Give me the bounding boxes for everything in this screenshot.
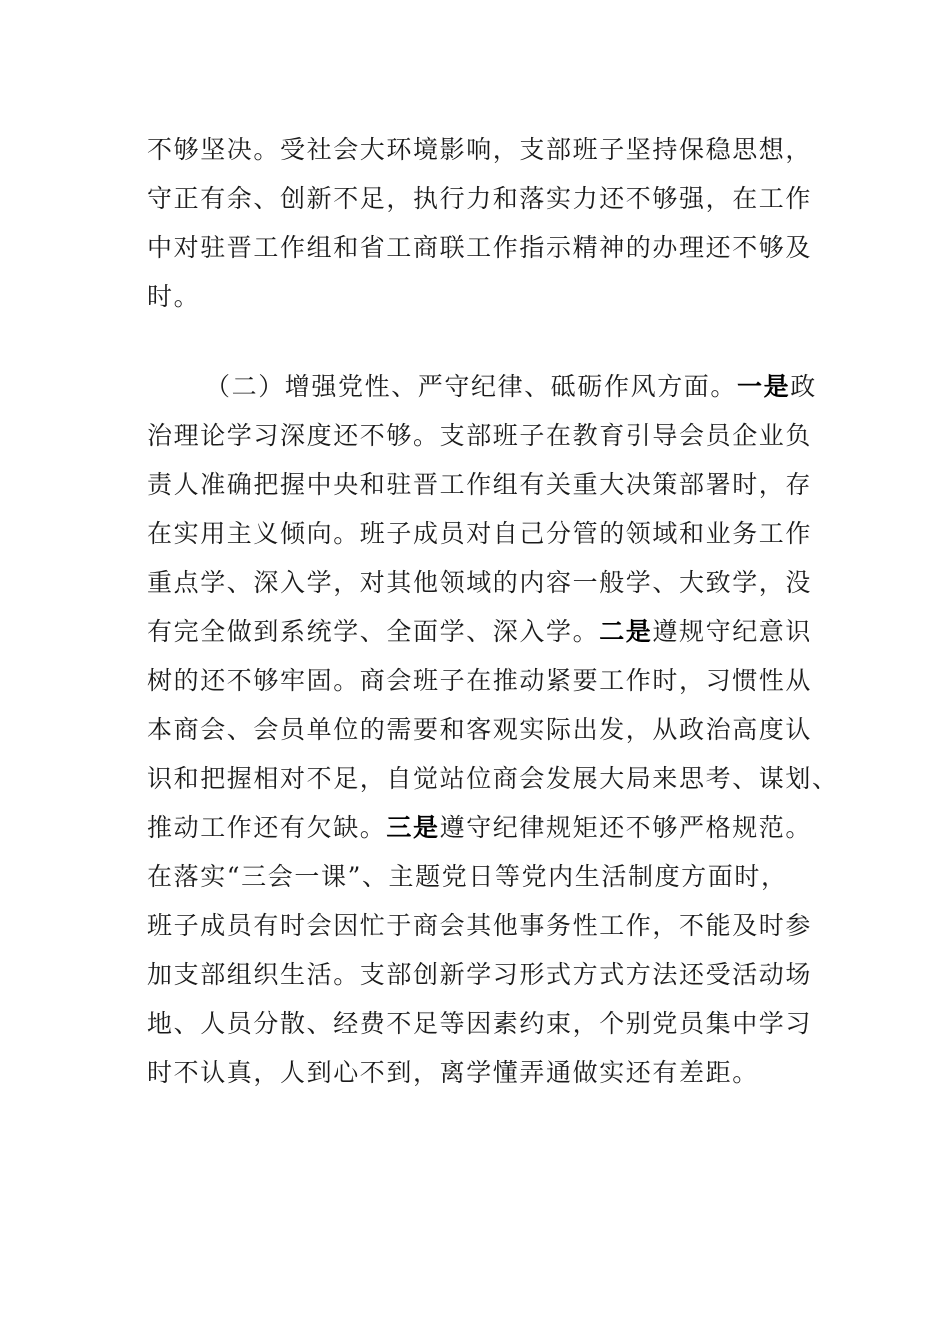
point-one-label: 一是 [737, 372, 791, 401]
paragraph-2-line [147, 607, 813, 656]
paragraph-2-line [147, 803, 813, 852]
point-two-label: 二是 [599, 617, 653, 646]
paragraph-1-line: 守正有余、创新不足，执行力和落实力还不够强，在工作 [147, 184, 813, 213]
paragraph-2-line: 地、人员分散、经费不足等因素约束，个别党员集中学习 [147, 1009, 813, 1038]
paragraph-2-line: 树的还不够牢固。商会班子在推动紧要工作时，习惯性从 [147, 666, 813, 695]
point-three-label: 三是 [386, 813, 440, 842]
paragraph-2-line: 班子成员有时会因忙于商会其他事务性工作，不能及时参 [147, 911, 813, 940]
paragraph-2-line: 时不认真，人到心不到，离学懂弄通做实还有差距。 [147, 1058, 759, 1087]
paragraph-2 [147, 362, 839, 1097]
paragraph-2-line: 识和把握相对不足，自觉站位商会发展大局来思考、谋划、 [147, 764, 839, 793]
paragraph-2-line: 加支部组织生活。支部创新学习形式方式方法还受活动场 [147, 960, 813, 989]
paragraph-1 [147, 125, 813, 321]
paragraph-2-line: 在落实“三会一课”、主题党日等党内生活制度方面时， [147, 862, 788, 891]
line-text: 有完全做到系统学、全面学、深入学。 [147, 617, 600, 646]
paragraph-1-line: 不够坚决。受社会大环境影响，支部班子坚持保稳思想， [147, 135, 813, 164]
section-heading-text: （二）增强党性、严守纪律、砥砺作风方面。 [205, 372, 738, 401]
paragraph-1-line: 时。 [147, 282, 201, 311]
line-tail: 遵规守纪意识 [652, 617, 813, 646]
paragraph-2-line: 治理论学习深度还不够。支部班子在教育引导会员企业负 [147, 421, 813, 450]
paragraph-2-first-line [147, 362, 817, 411]
paragraph-2-line: 在实用主义倾向。班子成员对自己分管的领域和业务工作 [147, 519, 813, 548]
line-tail: 政 [790, 372, 817, 401]
paragraph-2-line: 责人准确把握中央和驻晋工作组有关重大决策部署时，存 [147, 470, 813, 499]
paragraph-2-line: 重点学、深入学，对其他领域的内容一般学、大致学，没 [147, 568, 813, 597]
line-tail: 遵守纪律规矩还不够严格规范。 [439, 813, 813, 842]
paragraph-1-line: 中对驻晋工作组和省工商联工作指示精神的办理还不够及 [147, 233, 813, 262]
line-text: 推动工作还有欠缺。 [147, 813, 387, 842]
paragraph-2-line: 本商会、会员单位的需要和客观实际出发，从政治高度认 [147, 715, 813, 744]
